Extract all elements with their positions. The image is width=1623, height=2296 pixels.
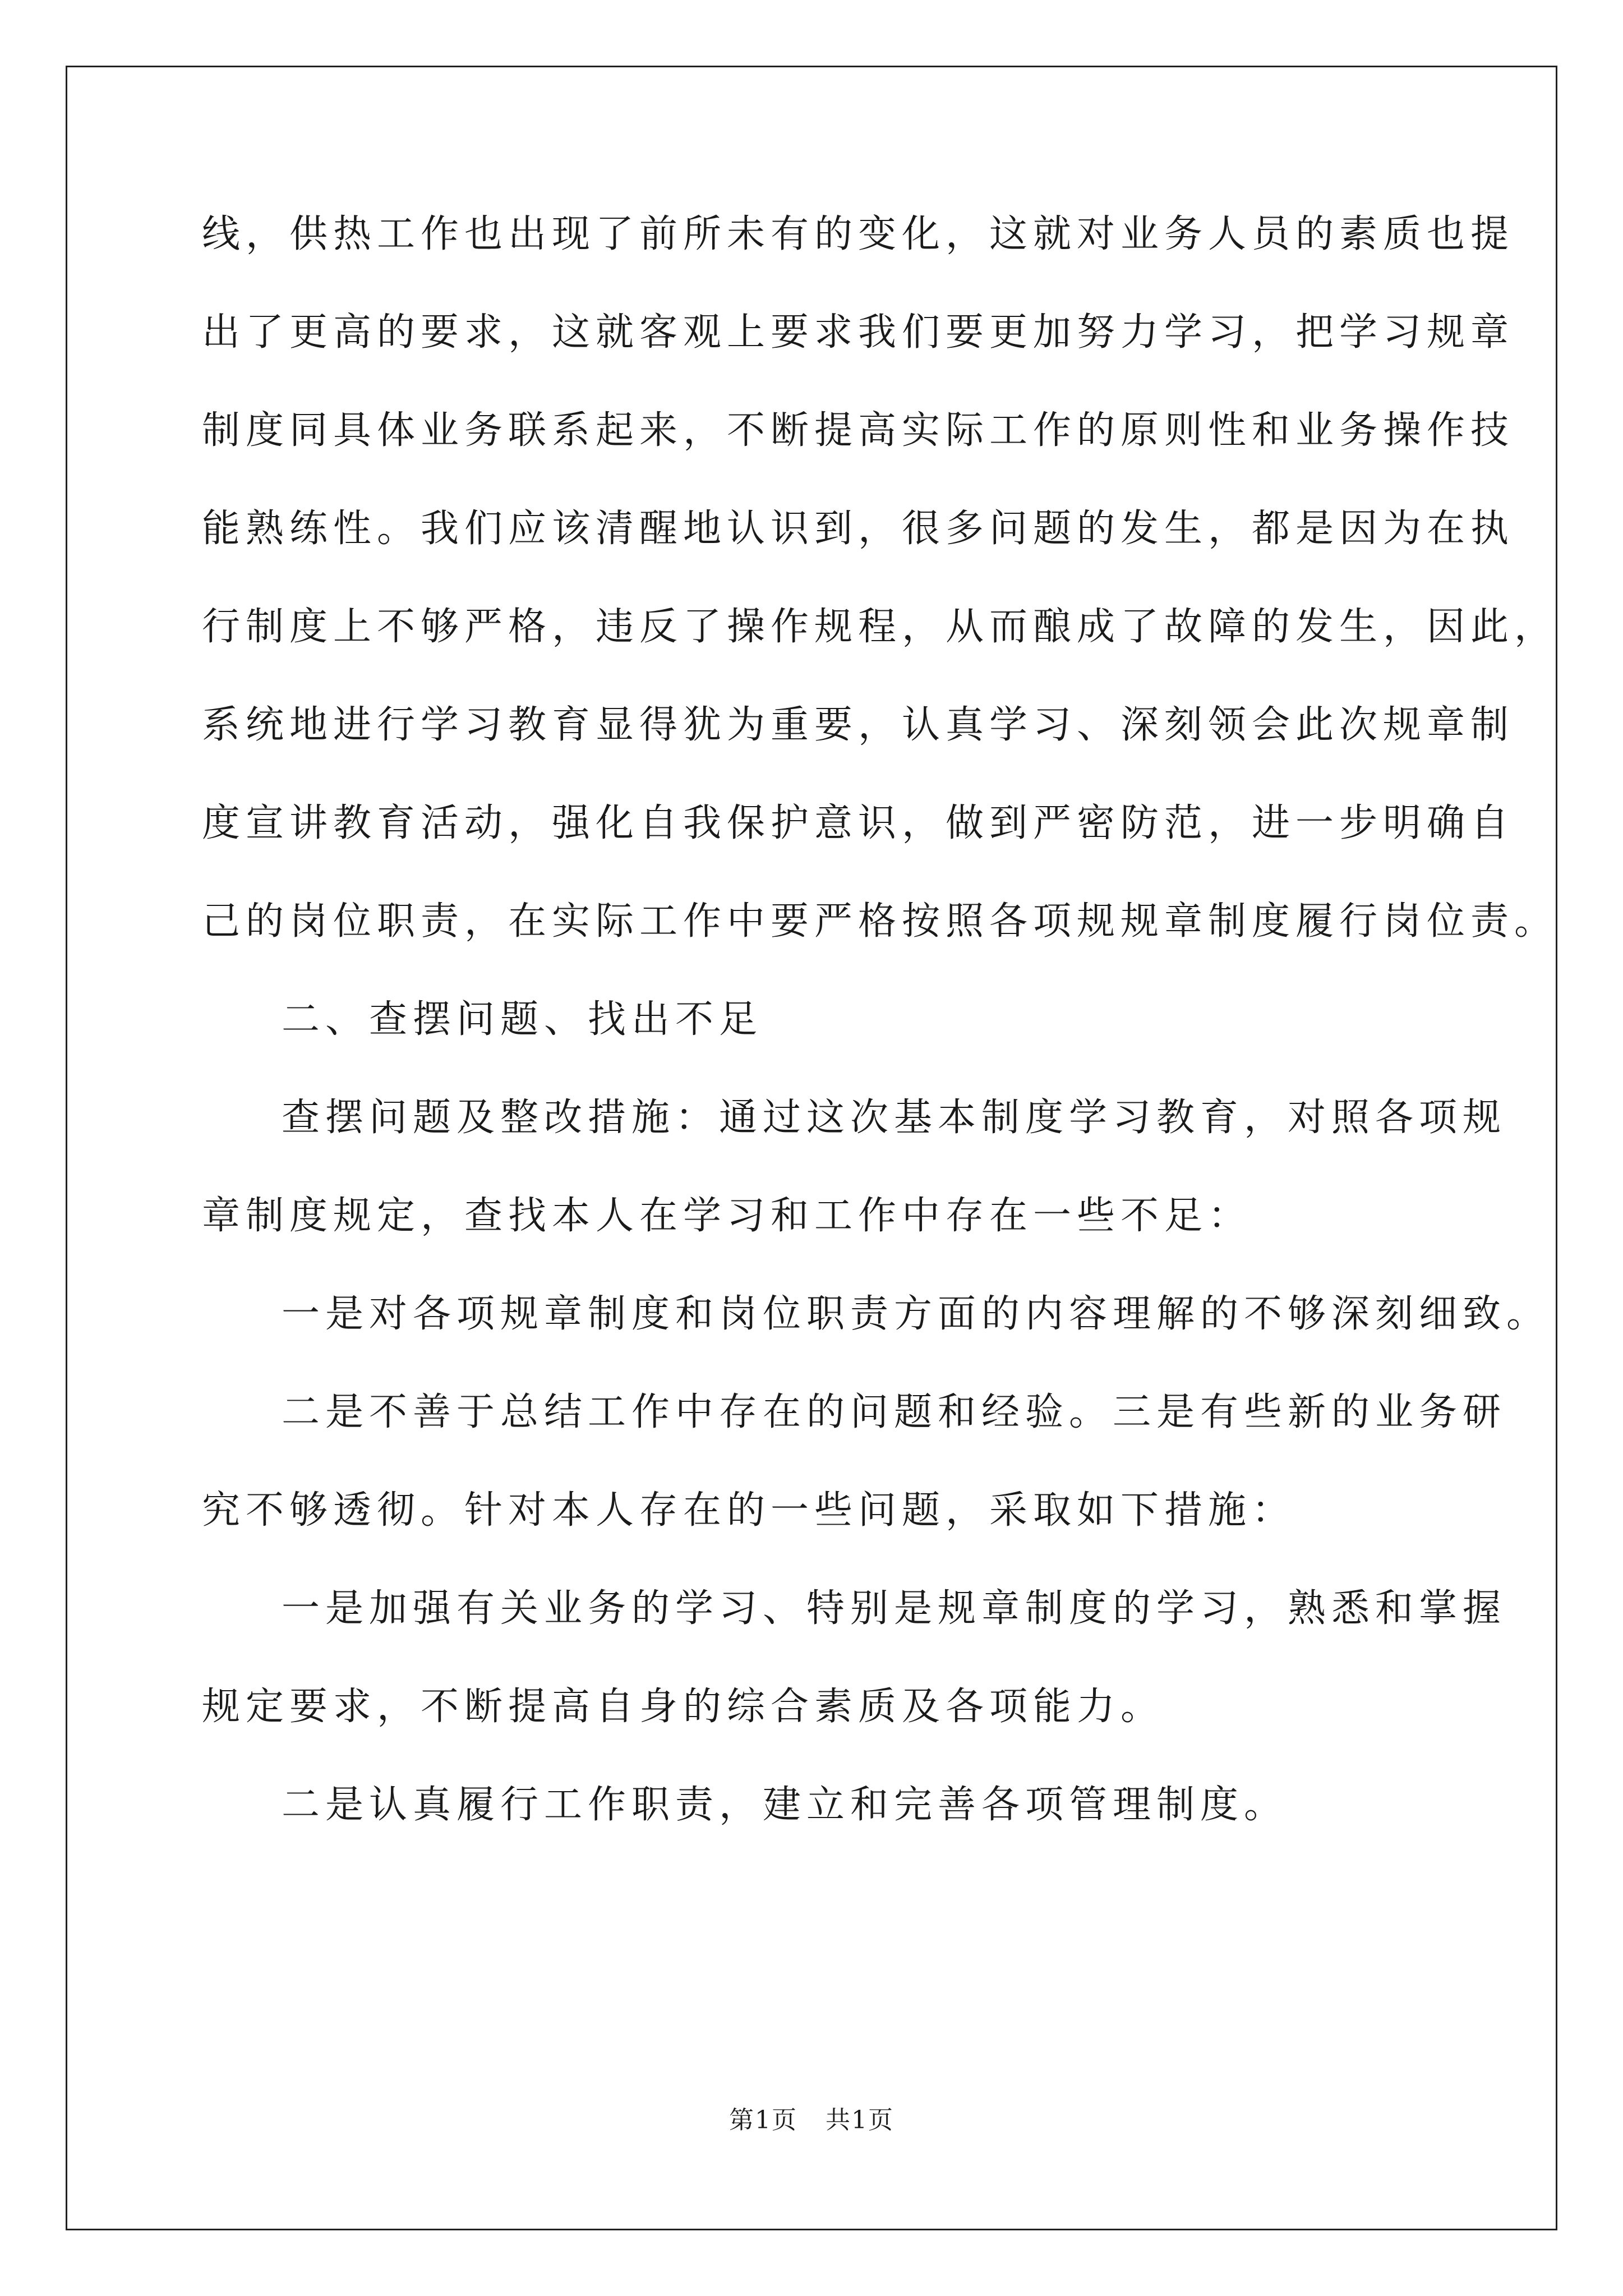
page-border [66,66,1557,2230]
text-line: 规定要求，不断提高自身的综合素质及各项能力。 [202,1685,1165,1729]
text-line: 度宣讲教育活动，强化自我保护意识，做到严密防范，进一步明确自 [202,801,1515,845]
page-footer [0,2104,1623,2137]
text-line: 系统地进行学习教育显得犹为重要，认真学习、深刻领会此次规章制 [202,703,1515,747]
text-line: 一是对各项规章制度和岗位职责方面的内容理解的不够深刻细致。 [282,1292,1551,1336]
text-line: 二是认真履行工作职责，建立和完善各项管理制度。 [282,1783,1288,1827]
text-line: 查摆问题及整改措施：通过这次基本制度学习教育，对照各项规 [282,1096,1507,1140]
text-line: 线，供热工作也出现了前所未有的变化，这就对业务人员的素质也提 [202,212,1515,256]
page-number-total: 共1页 [826,2106,894,2134]
text-line: 究不够透彻。针对本人存在的一些问题，采取如下措施： [202,1488,1296,1533]
text-line: 一是加强有关业务的学习、特别是规章制度的学习，熟悉和掌握 [282,1586,1507,1631]
section-heading: 二、查摆问题、找出不足 [282,997,763,1042]
text-line: 出了更高的要求，这就客观上要求我们要更加努力学习，把学习规章 [202,310,1515,355]
text-line: 行制度上不够严格，违反了操作规程，从而酿成了故障的发生，因此， [202,605,1559,649]
text-line: 能熟练性。我们应该清醒地认识到，很多问题的发生，都是因为在执 [202,507,1515,551]
text-line: 二是不善于总结工作中存在的问题和经验。三是有些新的业务研 [282,1390,1507,1434]
text-line: 制度同具体业务联系起来，不断提高实际工作的原则性和业务操作技 [202,408,1515,453]
page-number-current: 第1页 [729,2106,797,2134]
text-line: 章制度规定，查找本人在学习和工作中存在一些不足： [202,1194,1252,1238]
text-line: 己的岗位职责，在实际工作中要严格按照各项规规章制度履行岗位责。 [202,899,1559,944]
